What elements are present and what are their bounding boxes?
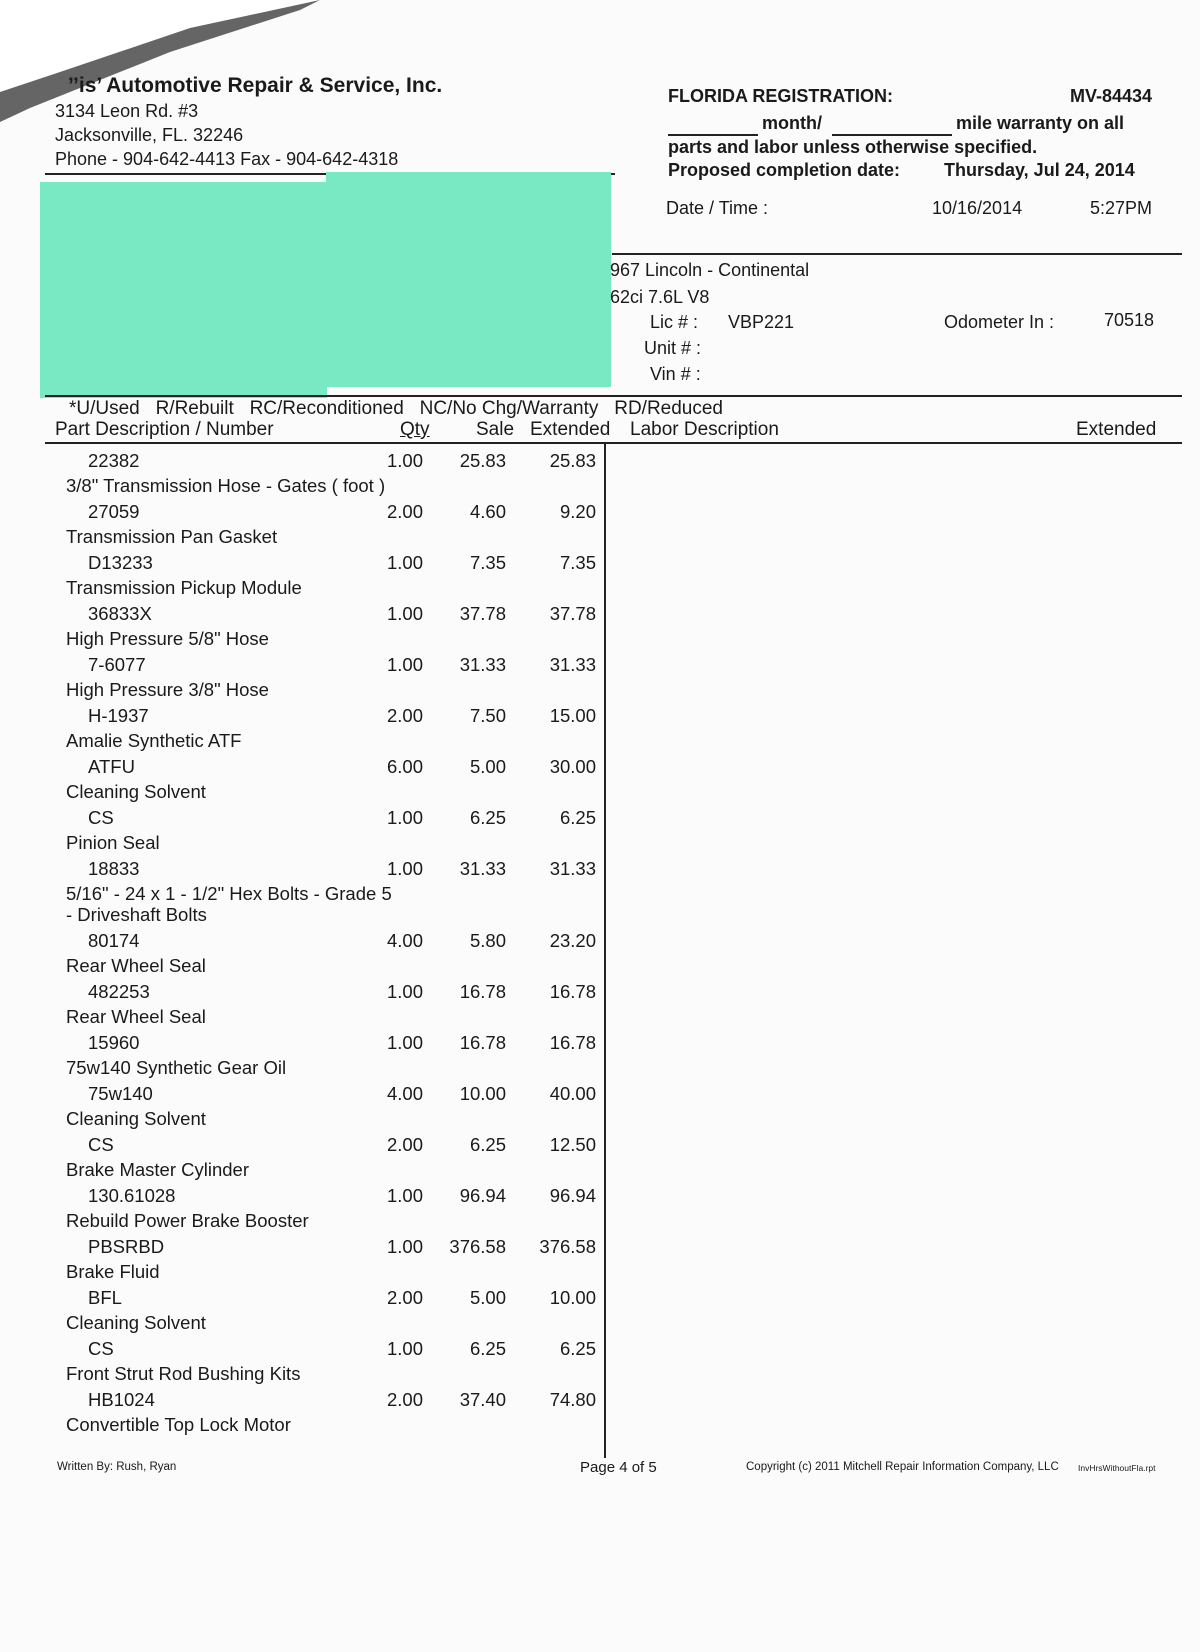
part-extended: 96.94 xyxy=(549,1185,596,1206)
part-sale: 4.60 xyxy=(469,501,506,522)
redaction-patch-right xyxy=(326,172,611,387)
part-description: Rear Wheel Seal xyxy=(66,1006,206,1027)
part-extended: 15.00 xyxy=(549,705,596,726)
part-description: 3/8" Transmission Hose - Gates ( foot ) xyxy=(66,475,386,496)
part-description: Front Strut Rod Bushing Kits xyxy=(66,1363,301,1384)
part-description: Transmission Pan Gasket xyxy=(66,526,278,547)
shop-address-line2: Jacksonville, FL. 32246 xyxy=(55,125,244,145)
part-qty: 1.00 xyxy=(386,603,423,624)
part-sale: 5.80 xyxy=(469,930,506,951)
part-description: Pinion Seal xyxy=(66,832,160,853)
report-name: InvHrsWithoutFla.rpt xyxy=(1078,1463,1156,1473)
part-qty: 4.00 xyxy=(386,1083,423,1104)
part-description: High Pressure 3/8" Hose xyxy=(66,679,269,700)
part-extended: 16.78 xyxy=(549,981,596,1002)
col-extended: Extended xyxy=(530,419,611,440)
part-row xyxy=(0,1134,620,1185)
license-label: Lic # : xyxy=(650,312,699,332)
part-extended: 31.33 xyxy=(549,654,596,675)
part-extended: 9.20 xyxy=(559,501,596,522)
vehicle-engine: 62ci 7.6L V8 xyxy=(610,287,710,307)
part-row xyxy=(0,1185,620,1236)
part-extended: 40.00 xyxy=(549,1083,596,1104)
part-extended: 6.25 xyxy=(559,807,596,828)
part-row xyxy=(0,705,620,756)
part-sale: 37.78 xyxy=(459,603,506,624)
copyright: Copyright (c) 2011 Mitchell Repair Information Company, LLC xyxy=(746,1461,1059,1473)
part-description: Rear Wheel Seal xyxy=(66,955,206,976)
parts-list xyxy=(0,450,620,1440)
col-sale: Sale xyxy=(476,419,515,440)
part-extended: 10.00 xyxy=(549,1287,596,1308)
part-qty: 6.00 xyxy=(386,756,423,777)
vehicle-divider xyxy=(45,395,1182,397)
part-number: CS xyxy=(88,1134,114,1155)
part-qty: 2.00 xyxy=(386,1389,423,1410)
part-row xyxy=(0,1236,620,1287)
col-labor-description: Labor Description xyxy=(630,419,779,440)
part-qty: 2.00 xyxy=(386,705,423,726)
registration-number: MV-84434 xyxy=(1070,86,1153,106)
vehicle-model: 967 Lincoln - Continental xyxy=(610,260,810,280)
part-number: 130.61028 xyxy=(88,1185,176,1206)
part-description: Cleaning Solvent xyxy=(66,1312,206,1333)
part-description: Cleaning Solvent xyxy=(66,1108,206,1129)
invoice-date: 10/16/2014 xyxy=(932,198,1023,218)
part-description: Cleaning Solvent xyxy=(66,781,206,802)
part-description-continued: - Driveshaft Bolts xyxy=(66,904,207,925)
part-extended: 7.35 xyxy=(559,552,596,573)
part-row xyxy=(0,450,620,501)
part-row xyxy=(0,654,620,705)
unit-label: Unit # : xyxy=(644,338,702,358)
part-sale: 5.00 xyxy=(469,1287,506,1308)
warranty-mile-blank xyxy=(832,134,952,136)
part-number: 22382 xyxy=(88,450,140,471)
license-value: VBP221 xyxy=(728,312,795,332)
part-row xyxy=(0,1083,620,1134)
part-qty: 2.00 xyxy=(386,1134,423,1155)
warranty-month-text: month/ xyxy=(762,113,822,133)
shop-phone-fax: Phone - 904-642-4413 Fax - 904-642-4318 xyxy=(55,149,399,169)
registration-label: FLORIDA REGISTRATION: xyxy=(668,86,893,106)
part-qty: 1.00 xyxy=(386,552,423,573)
part-description: 75w140 Synthetic Gear Oil xyxy=(66,1057,287,1078)
part-extended: 30.00 xyxy=(549,756,596,777)
part-description: Transmission Pickup Module xyxy=(66,577,302,598)
part-description: High Pressure 5/8" Hose xyxy=(66,628,269,649)
written-by: Written By: Rush, Ryan xyxy=(57,1461,177,1473)
part-row xyxy=(0,930,620,981)
warranty-month-blank xyxy=(668,134,758,136)
part-qty: 1.00 xyxy=(386,807,423,828)
part-sale: 6.25 xyxy=(469,807,506,828)
part-description: 5/16" - 24 x 1 - 1/2" Hex Bolts - Grade 5 xyxy=(66,883,392,904)
invoice-time: 5:27PM xyxy=(1090,198,1153,218)
part-number: 27059 xyxy=(88,501,140,522)
part-row xyxy=(0,501,620,552)
part-number: ATFU xyxy=(88,756,135,777)
part-extended: 31.33 xyxy=(549,858,596,879)
part-number: 7-6077 xyxy=(88,654,146,675)
part-number: PBSRBD xyxy=(88,1236,165,1257)
part-row xyxy=(0,603,620,654)
part-row xyxy=(0,807,620,858)
part-number: 75w140 xyxy=(88,1083,153,1104)
part-sale: 31.33 xyxy=(459,858,506,879)
part-sale: 96.94 xyxy=(459,1185,506,1206)
part-number: 18833 xyxy=(88,858,140,879)
part-extended: 12.50 xyxy=(549,1134,596,1155)
warranty-terms: parts and labor unless otherwise specified. xyxy=(668,137,1038,157)
part-sale: 37.40 xyxy=(459,1389,506,1410)
part-qty: 1.00 xyxy=(386,654,423,675)
part-row xyxy=(0,858,620,930)
part-number: H-1937 xyxy=(88,705,149,726)
part-description: Convertible Top Lock Motor xyxy=(66,1414,291,1435)
part-description: Brake Fluid xyxy=(66,1261,160,1282)
part-sale: 16.78 xyxy=(459,1032,506,1053)
part-extended: 6.25 xyxy=(559,1338,596,1359)
col-qty: Qty xyxy=(400,419,430,440)
redaction-patch-left xyxy=(40,182,327,398)
shop-name: ’’is’ Automotive Repair & Service, Inc. xyxy=(68,74,443,97)
part-extended: 376.58 xyxy=(539,1236,596,1257)
part-qty: 1.00 xyxy=(386,1032,423,1053)
odometer-label: Odometer In : xyxy=(944,312,1055,332)
completion-date-label: Proposed completion date: xyxy=(668,160,901,180)
part-sale: 25.83 xyxy=(459,450,506,471)
part-qty: 1.00 xyxy=(386,981,423,1002)
part-row xyxy=(0,1389,620,1440)
part-row xyxy=(0,756,620,807)
part-sale: 31.33 xyxy=(459,654,506,675)
part-qty: 4.00 xyxy=(386,930,423,951)
part-qty: 2.00 xyxy=(386,501,423,522)
part-qty: 1.00 xyxy=(386,450,423,471)
shop-address-line1: 3134 Leon Rd. #3 xyxy=(55,101,199,121)
part-sale: 16.78 xyxy=(459,981,506,1002)
datetime-label: Date / Time : xyxy=(666,198,769,218)
part-sale: 10.00 xyxy=(459,1083,506,1104)
part-extended: 74.80 xyxy=(549,1389,596,1410)
part-number: 36833X xyxy=(88,603,152,624)
part-description: Rebuild Power Brake Booster xyxy=(66,1210,309,1231)
part-row xyxy=(0,1338,620,1389)
part-qty: 1.00 xyxy=(386,1236,423,1257)
completion-date-value: Thursday, Jul 24, 2014 xyxy=(944,160,1135,180)
part-row xyxy=(0,1287,620,1338)
warranty-mile-text: mile warranty on all xyxy=(956,113,1125,133)
part-number: HB1024 xyxy=(88,1389,155,1410)
part-description: Brake Master Cylinder xyxy=(66,1159,250,1180)
table-header-divider xyxy=(45,442,1182,444)
part-description: Amalie Synthetic ATF xyxy=(66,730,242,751)
col-part-description: Part Description / Number xyxy=(55,419,274,440)
part-qty: 1.00 xyxy=(386,1185,423,1206)
part-sale: 376.58 xyxy=(449,1236,506,1257)
part-number: 482253 xyxy=(88,981,150,1002)
part-row xyxy=(0,981,620,1032)
part-extended: 23.20 xyxy=(549,930,596,951)
part-qty: 1.00 xyxy=(386,858,423,879)
part-number: D13233 xyxy=(88,552,153,573)
part-number: 15960 xyxy=(88,1032,140,1053)
part-qty: 2.00 xyxy=(386,1287,423,1308)
part-sale: 6.25 xyxy=(469,1134,506,1155)
part-row xyxy=(0,1032,620,1083)
part-row xyxy=(0,552,620,603)
condition-codes: *U/Used R/Rebuilt RC/Reconditioned NC/No Chg/Warranty RD/Reduced xyxy=(69,398,723,419)
part-extended: 16.78 xyxy=(549,1032,596,1053)
part-number: BFL xyxy=(88,1287,122,1308)
part-qty: 1.00 xyxy=(386,1338,423,1359)
col-labor-extended: Extended xyxy=(1076,419,1157,440)
part-sale: 7.35 xyxy=(469,552,506,573)
header-divider-right xyxy=(612,253,1182,255)
part-number: CS xyxy=(88,807,114,828)
part-extended: 37.78 xyxy=(549,603,596,624)
page-number: Page 4 of 5 xyxy=(580,1459,657,1476)
part-sale: 7.50 xyxy=(469,705,506,726)
part-sale: 5.00 xyxy=(469,756,506,777)
part-number: 80174 xyxy=(88,930,140,951)
odometer-value: 70518 xyxy=(1104,310,1155,330)
part-extended: 25.83 xyxy=(549,450,596,471)
vin-label: Vin # : xyxy=(650,364,701,384)
part-sale: 6.25 xyxy=(469,1338,506,1359)
part-number: CS xyxy=(88,1338,114,1359)
